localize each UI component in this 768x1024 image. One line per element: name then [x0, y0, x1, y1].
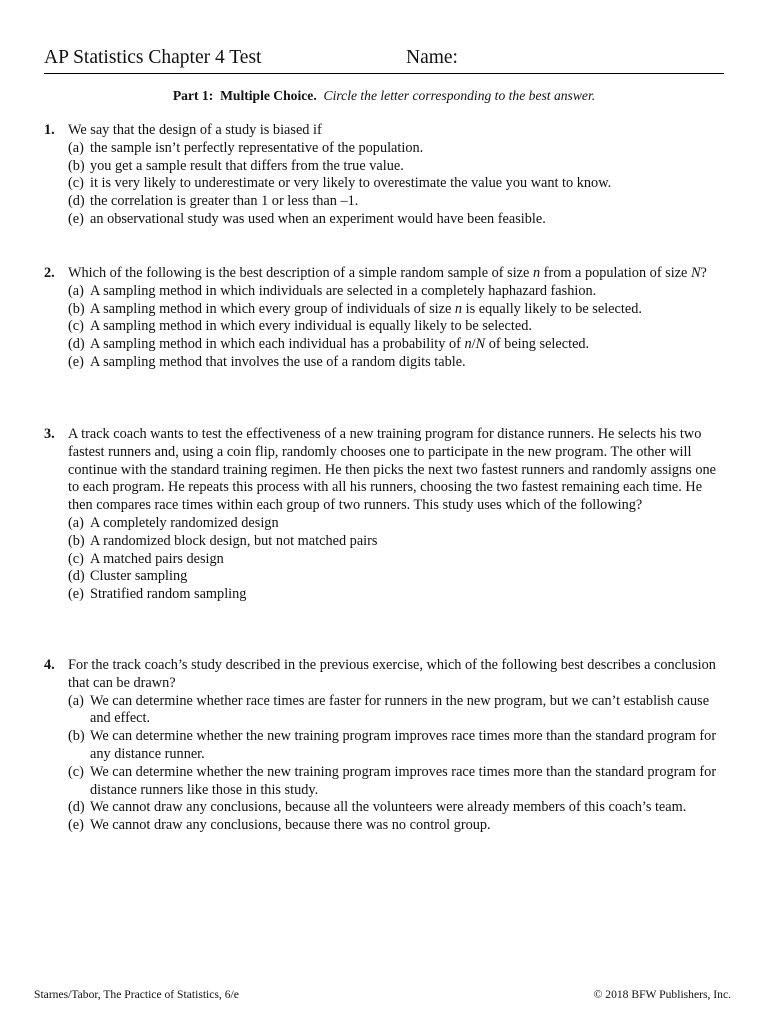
option-text: the correlation is greater than 1 or less than –1.: [90, 193, 359, 210]
option-text: We cannot draw any conclusions, because all the volunteers were already members of this coach’s team.: [90, 799, 687, 816]
answer-option-c[interactable]: [68, 551, 728, 569]
option-label: (a): [68, 282, 84, 299]
option-label: (d): [68, 799, 85, 816]
answer-option-a[interactable]: [68, 140, 728, 158]
option-text: We can determine whether the new training program improves race times more than the standard program for distance runners like those in this study.: [90, 763, 717, 798]
option-text: you get a sample result that differs from the true value.: [90, 157, 404, 174]
answer-option-e[interactable]: [68, 211, 728, 229]
test-title: AP Statistics Chapter 4 Test: [44, 47, 262, 68]
option-label: (b): [68, 532, 85, 549]
option-text: A sampling method in which individuals are selected in a completely haphazard fashion.: [90, 282, 597, 299]
answer-option-e[interactable]: [68, 586, 728, 604]
option-text: an observational study was used when an experiment would have been feasible.: [90, 210, 546, 227]
option-label: (e): [68, 353, 84, 370]
answer-option-d[interactable]: [68, 799, 728, 817]
answer-option-c[interactable]: [68, 175, 728, 193]
option-label: (a): [68, 514, 84, 531]
question-1: [44, 122, 728, 229]
answer-option-a[interactable]: [68, 283, 728, 301]
option-label: (b): [68, 300, 85, 317]
option-text: Cluster sampling: [90, 568, 188, 585]
option-label: (d): [68, 336, 85, 353]
option-text: the sample isn’t perfectly representative of the population.: [90, 139, 424, 156]
option-label: (d): [68, 193, 85, 210]
answer-option-c[interactable]: [68, 764, 728, 800]
answer-option-a[interactable]: [68, 693, 728, 729]
question-4: [44, 657, 728, 835]
option-text: We can determine whether race times are faster for runners in the new program, but we can’t establish cause and effect.: [90, 692, 710, 727]
answer-option-d[interactable]: [68, 336, 728, 354]
answer-option-b[interactable]: [68, 533, 728, 551]
option-label: (e): [68, 817, 84, 834]
option-text: Stratified random sampling: [90, 586, 247, 603]
answer-option-b[interactable]: [68, 301, 728, 319]
footer-copyright: © 2018 BFW Publishers, Inc.: [593, 988, 731, 1001]
answer-option-a[interactable]: [68, 515, 728, 533]
option-label: (a): [68, 139, 84, 156]
option-label: (b): [68, 728, 85, 745]
option-label: (d): [68, 568, 85, 585]
option-text: A completely randomized design: [90, 514, 279, 531]
answer-option-d[interactable]: [68, 568, 728, 586]
option-label: (c): [68, 175, 84, 192]
option-text: A matched pairs design: [90, 550, 224, 567]
question-stem: Which of the following is the best description of a simple random sample of size n from a population of size N?: [68, 265, 707, 281]
option-text: A sampling method in which every individual is equally likely to be selected.: [90, 318, 532, 335]
option-label: (e): [68, 586, 84, 603]
question-number: 3.: [44, 426, 55, 442]
answer-option-b[interactable]: [68, 158, 728, 176]
option-label: (c): [68, 318, 84, 335]
part-type: Multiple Choice.: [220, 88, 317, 103]
option-label: (c): [68, 763, 84, 780]
option-text: A sampling method in which each individual has a probability of n/N of being selected.: [90, 336, 590, 353]
footer-source: Starnes/Tabor, The Practice of Statistics, 6/e: [34, 988, 239, 1001]
question-3: [44, 426, 728, 604]
question-stem: For the track coach’s study described in the previous exercise, which of the following best describes a conclusion that can be drawn?: [68, 657, 716, 691]
question-stem: We say that the design of a study is biased if: [68, 122, 322, 138]
answer-option-b[interactable]: [68, 728, 728, 764]
option-text: it is very likely to underestimate or very likely to overestimate the value you want to know.: [90, 175, 612, 192]
answer-option-e[interactable]: [68, 817, 728, 835]
option-label: (e): [68, 210, 84, 227]
answer-option-e[interactable]: [68, 354, 728, 372]
option-text: We cannot draw any conclusions, because there was no control group.: [90, 817, 491, 834]
part-instruction: Circle the letter corresponding to the best answer.: [323, 88, 596, 103]
question-number: 2.: [44, 265, 55, 281]
part-label: Part 1:: [172, 88, 214, 103]
part-heading: [0, 88, 768, 104]
answer-option-c[interactable]: [68, 318, 728, 336]
option-text: A sampling method that involves the use of a random digits table.: [90, 353, 466, 370]
option-label: (a): [68, 692, 84, 709]
question-number: 4.: [44, 657, 55, 673]
page-header: [44, 47, 724, 74]
option-text: A sampling method in which every group of individuals of size n is equally likely to be selected.: [90, 300, 642, 317]
question-stem: A track coach wants to test the effectiveness of a new training program for distance runners. He selects his two fastest runners and, using a coin flip, randomly chooses one to participate in the new program. The other will continue with the standard training regimen. He then picks the next two fastest runners and randomly assigns one to each program. He repeats this process with all his runners, choosing the two fastest remaining each time. He then compares race times within each group of two runners. This study uses which of the following?: [68, 426, 716, 514]
option-text: A randomized block design, but not matched pairs: [90, 532, 378, 549]
question-2: [44, 265, 728, 372]
option-label: (b): [68, 157, 85, 174]
option-text: We can determine whether the new training program improves race times more than the standard program for any distance runner.: [90, 728, 717, 762]
name-label: Name:: [406, 47, 458, 68]
answer-option-d[interactable]: [68, 193, 728, 211]
option-label: (c): [68, 550, 84, 567]
question-number: 1.: [44, 122, 55, 138]
